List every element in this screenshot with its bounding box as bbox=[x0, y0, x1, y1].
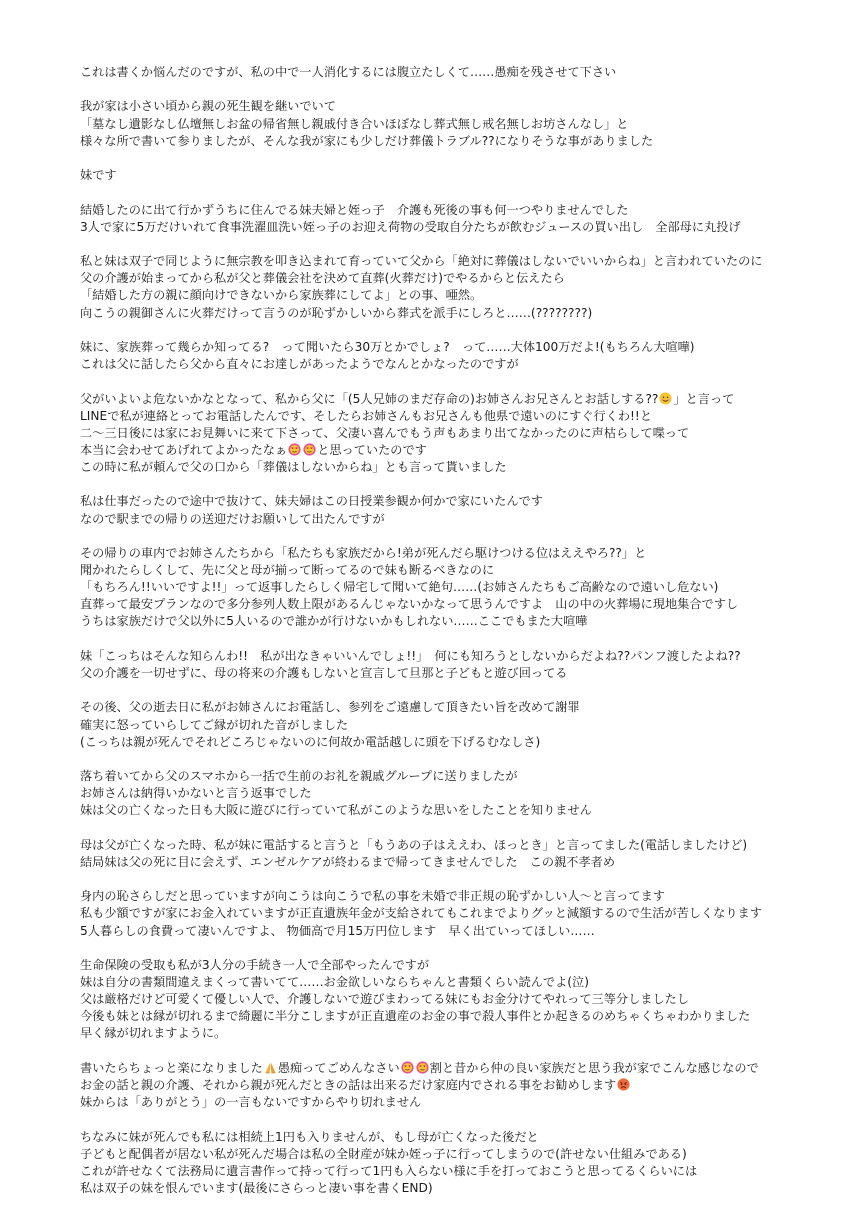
text-line: 我が家は小さい頃から親の死生観を継いでいて bbox=[80, 99, 336, 114]
text-line: 様々な所で書いて参りましたが、そんな我が家にも少しだけ葬儀トラブル??になりそうな事がありました bbox=[80, 133, 654, 148]
paragraph-living-costs bbox=[80, 888, 820, 939]
text-line: 私と妹は双子で同じように無宗教を叩き込まれて育っていて父から「絶対に葬儀はしないでいいからね」と言われていたのに bbox=[80, 254, 763, 269]
pouting-face-icon bbox=[617, 1078, 630, 1091]
document-body bbox=[80, 64, 820, 1214]
text-line: 身内の恥さらしだと思っていますが向こうは向こうで私の事を未婚で非正規の恥ずかしい人〜と言ってます bbox=[80, 889, 665, 904]
text-segment: 書いたらちょっと楽になりました bbox=[80, 1060, 263, 1075]
paragraph-thanks-message bbox=[80, 768, 820, 819]
smiling-face-icon bbox=[659, 392, 672, 405]
paragraph-work-day bbox=[80, 493, 820, 527]
text-line: 早く縁が切れますように。 bbox=[80, 1026, 227, 1041]
text-line: なので駅までの帰りの送迎だけお願いして出たんですが bbox=[80, 511, 385, 526]
heart-eyes-face-icon bbox=[303, 443, 316, 456]
heart-eyes-face-icon bbox=[401, 1061, 414, 1074]
text-line: (こっちは親が死んでそれどころじゃないのに何故か電話越しに頭を下げるむなしさ) bbox=[80, 734, 541, 749]
text-line: 父の介護が始まってから私が父と葬儀会社を決めて直葬(火葬だけ)でやるからと伝えたら bbox=[80, 271, 565, 286]
text-line: 「墓なし遺影なし仏壇無しお盆の帰省無し親戚付き合いほぼなし葬式無し戒名無しお坊さんなし」と bbox=[80, 116, 629, 131]
text-line: 二〜三日後には家にお見舞いに来て下さって、父凄い喜んでもう声もあまり出てなかったのに声枯らして喋って bbox=[80, 425, 690, 440]
text-line: これが許せなくて法務局に遺言書作って持って行って1円も入らない様に手を打っておこうと思ってるくらいには bbox=[80, 1163, 698, 1178]
paragraph-sister-household bbox=[80, 202, 820, 236]
text-line: お姉さんは納得いかないと言う返事でした bbox=[80, 786, 312, 801]
text-segment: 本当に会わせてあげれてよかったなぁ bbox=[80, 442, 288, 457]
text-line: 私は双子の妹を恨んでいます(最後にさらっと凄い事を書くEND) bbox=[80, 1180, 433, 1195]
text-line: うちは家族だけで父以外に5人いるので誰かが行けないかもしれない……ここでもまた大喧嘩 bbox=[80, 614, 588, 629]
paragraph-sister-response bbox=[80, 648, 820, 682]
text-line: 結婚したのに出て行かずうちに住んでる妹夫婦と姪っ子 介護も死後の事も何一つやりませんでした bbox=[80, 202, 629, 217]
paragraph-car-conversation bbox=[80, 545, 820, 630]
paragraph-funeral-cost bbox=[80, 339, 820, 373]
text-line: 3人で家に5万だけいれて食事洗濯皿洗い姪っ子のお迎え荷物の受取自分たちが飲むジュースの買い出し 全部母に丸投げ bbox=[80, 219, 741, 234]
text-line: 父の介護を一切せずに、母の将来の介護もしないと宣言して旦那と子どもと遊び回ってる bbox=[80, 665, 568, 680]
text-line: 私は仕事だったので途中で抜けて、妹夫婦はこの日授業参観か何かで家にいたんです bbox=[80, 494, 543, 509]
text-line: 妹は自分の書類間違えまくって書いてて……お金欲しいならちゃんと書類くらい読んでよ(泣) bbox=[80, 975, 589, 990]
text-line bbox=[80, 442, 820, 459]
text-line: 「結婚した方の親に顔向けできないから家族葬にしてよ」との事、唖然。 bbox=[80, 288, 483, 303]
paragraph-mother-comment bbox=[80, 837, 820, 871]
text-line: 妹「こっちはそんな知らんわ!! 私が出なきゃいいんでしょ!!」 何にも知ろうとしないからだよね??パンフ渡したよね?? bbox=[80, 648, 741, 663]
text-line: これは書くか悩んだのですが、私の中で一人消化するには腹立たしくて……愚痴を残させて下さい bbox=[80, 65, 617, 79]
text-line: 直葬って最安プランなので多分参列人数上限があるんじゃないかなって思うんですよ 山の中の火葬場に現地集合ですし bbox=[80, 597, 739, 612]
text-segment: 愚痴ってごめんなさい bbox=[277, 1060, 400, 1075]
text-line: その帰りの車内でお姉さんたちから「私たちも家族だから!弟が死んだら駆けつける位はええやろ??」と bbox=[80, 546, 647, 560]
text-segment: お金の話と親の介護、それから親が死んだときの話は出来るだけ家庭内でされる事をお勧めします bbox=[80, 1077, 617, 1092]
text-segment: と思っていたのです bbox=[317, 442, 427, 457]
folded-hands-icon bbox=[264, 1061, 277, 1074]
paragraph-insurance bbox=[80, 957, 820, 1042]
text-line: 確実に怒っていらしてご縁が切れた音がしました bbox=[80, 717, 349, 732]
text-line: 向こうの親御さんに火葬だけって言うのが恥ずかしいから葬式を派手にしろと……(????????) bbox=[80, 305, 593, 320]
paragraph-intro bbox=[80, 64, 820, 81]
text-line: その後、父の逝去日に私がお姉さんにお電話し、参列をご遠慮して頂きたい旨を改めて謝罪 bbox=[80, 700, 580, 715]
text-line: 「もちろん!!いいですよ!!」って返事したらしく帰宅して聞いて絶句……(お姉さんたちもご高齢なので遠いし危ない) bbox=[80, 580, 719, 595]
text-line: 妹です bbox=[80, 168, 117, 183]
text-segment: 」と言って bbox=[673, 391, 735, 406]
text-line bbox=[80, 1060, 820, 1077]
paragraph-relief bbox=[80, 1060, 820, 1111]
text-line: これは父に話したら父から直々にお達しがあったようでなんとかなったのですが bbox=[80, 357, 519, 372]
text-line: 結局妹は父の死に目に会えず、エンゼルケアが終わるまで帰ってきませんでした この親不孝者め bbox=[80, 854, 616, 869]
heart-eyes-face-icon bbox=[416, 1061, 429, 1074]
text-line: 妹に、家族葬って幾らか知ってる? って聞いたら30万とかでしょ? って……大体100万だよ!(もちろん大喧嘩) bbox=[80, 339, 695, 354]
text-line: 妹からは「ありがとう」の一言もないですからやり切れません bbox=[80, 1095, 422, 1110]
text-line bbox=[80, 391, 820, 408]
text-line: 私も少額ですが家にお金入れていますが正直遺族年金が支給されてもこれまでよりグッと減額するので生活が苦しくなります bbox=[80, 906, 762, 921]
text-line: 落ち着いてから父のスマホから一括で生前のお礼を親戚グループに送りましたが bbox=[80, 769, 518, 784]
text-line: 聞かれたらしくして、先に父と母が揃って断ってるので妹も断るべきなのに bbox=[80, 563, 495, 578]
paragraph-inheritance bbox=[80, 1129, 820, 1197]
text-line: 子どもと配偶者が居ない私が死んだ場合は私の全財産が妹か姪っ子に行ってしまうので(許せない仕組みである) bbox=[80, 1146, 687, 1161]
text-line bbox=[80, 1077, 820, 1094]
text-line: LINEで私が連絡とってお電話したんです、そしたらお姉さんもお兄さんも他県で遠いのにすぐ行くわ!!と bbox=[80, 408, 653, 423]
text-line: 妹は父の亡くなった日も大阪に遊びに行っていて私がこのような思いをしたことを知りません bbox=[80, 803, 592, 818]
text-line: 父は厳格だけど可愛くて優しい人で、介護しないで遊びまわってる妹にもお金分けてやれって三等分しましたし bbox=[80, 992, 690, 1007]
paragraph-funeral-plan bbox=[80, 253, 820, 321]
text-line: 生命保険の受取も私が3人分の手続き一人で全部やったんですが bbox=[80, 958, 430, 973]
text-line: ちなみに妹が死んでも私には相続上1円も入りませんが、もし母が亡くなった後だと bbox=[80, 1129, 539, 1144]
text-line: 母は父が亡くなった時、私が妹に電話すると言うと「もうあの子はええわ、ほっとき」と言ってました(電話しましたけど) bbox=[80, 837, 748, 852]
text-line: この時に私が頼んで父の口から「葬儀はしないからね」とも言って貰いました bbox=[80, 459, 507, 474]
text-line: 5人暮らしの食費って凄いんですよ、 物価高で月15万円位します 早く出ていってほしい…… bbox=[80, 923, 595, 938]
text-line: 今後も妹とは縁が切れるまで綺麗に半分こしますが正直遺産のお金の事で殺人事件とか起きるのめちゃくちゃわかりました bbox=[80, 1009, 751, 1024]
paragraph-sister bbox=[80, 167, 820, 184]
paragraph-family-beliefs bbox=[80, 98, 820, 149]
paragraph-apology-call bbox=[80, 699, 820, 750]
paragraph-siblings-visit bbox=[80, 391, 820, 476]
heart-eyes-face-icon bbox=[288, 443, 301, 456]
text-segment: 父がいよいよ危ないかなとなって、私から父に「(5人兄姉のまだ存命の)お姉さんお兄さんとお話しする?? bbox=[80, 391, 659, 406]
text-segment: 割と昔から仲の良い家族だと思う我が家でこんな感じなので bbox=[429, 1060, 759, 1075]
